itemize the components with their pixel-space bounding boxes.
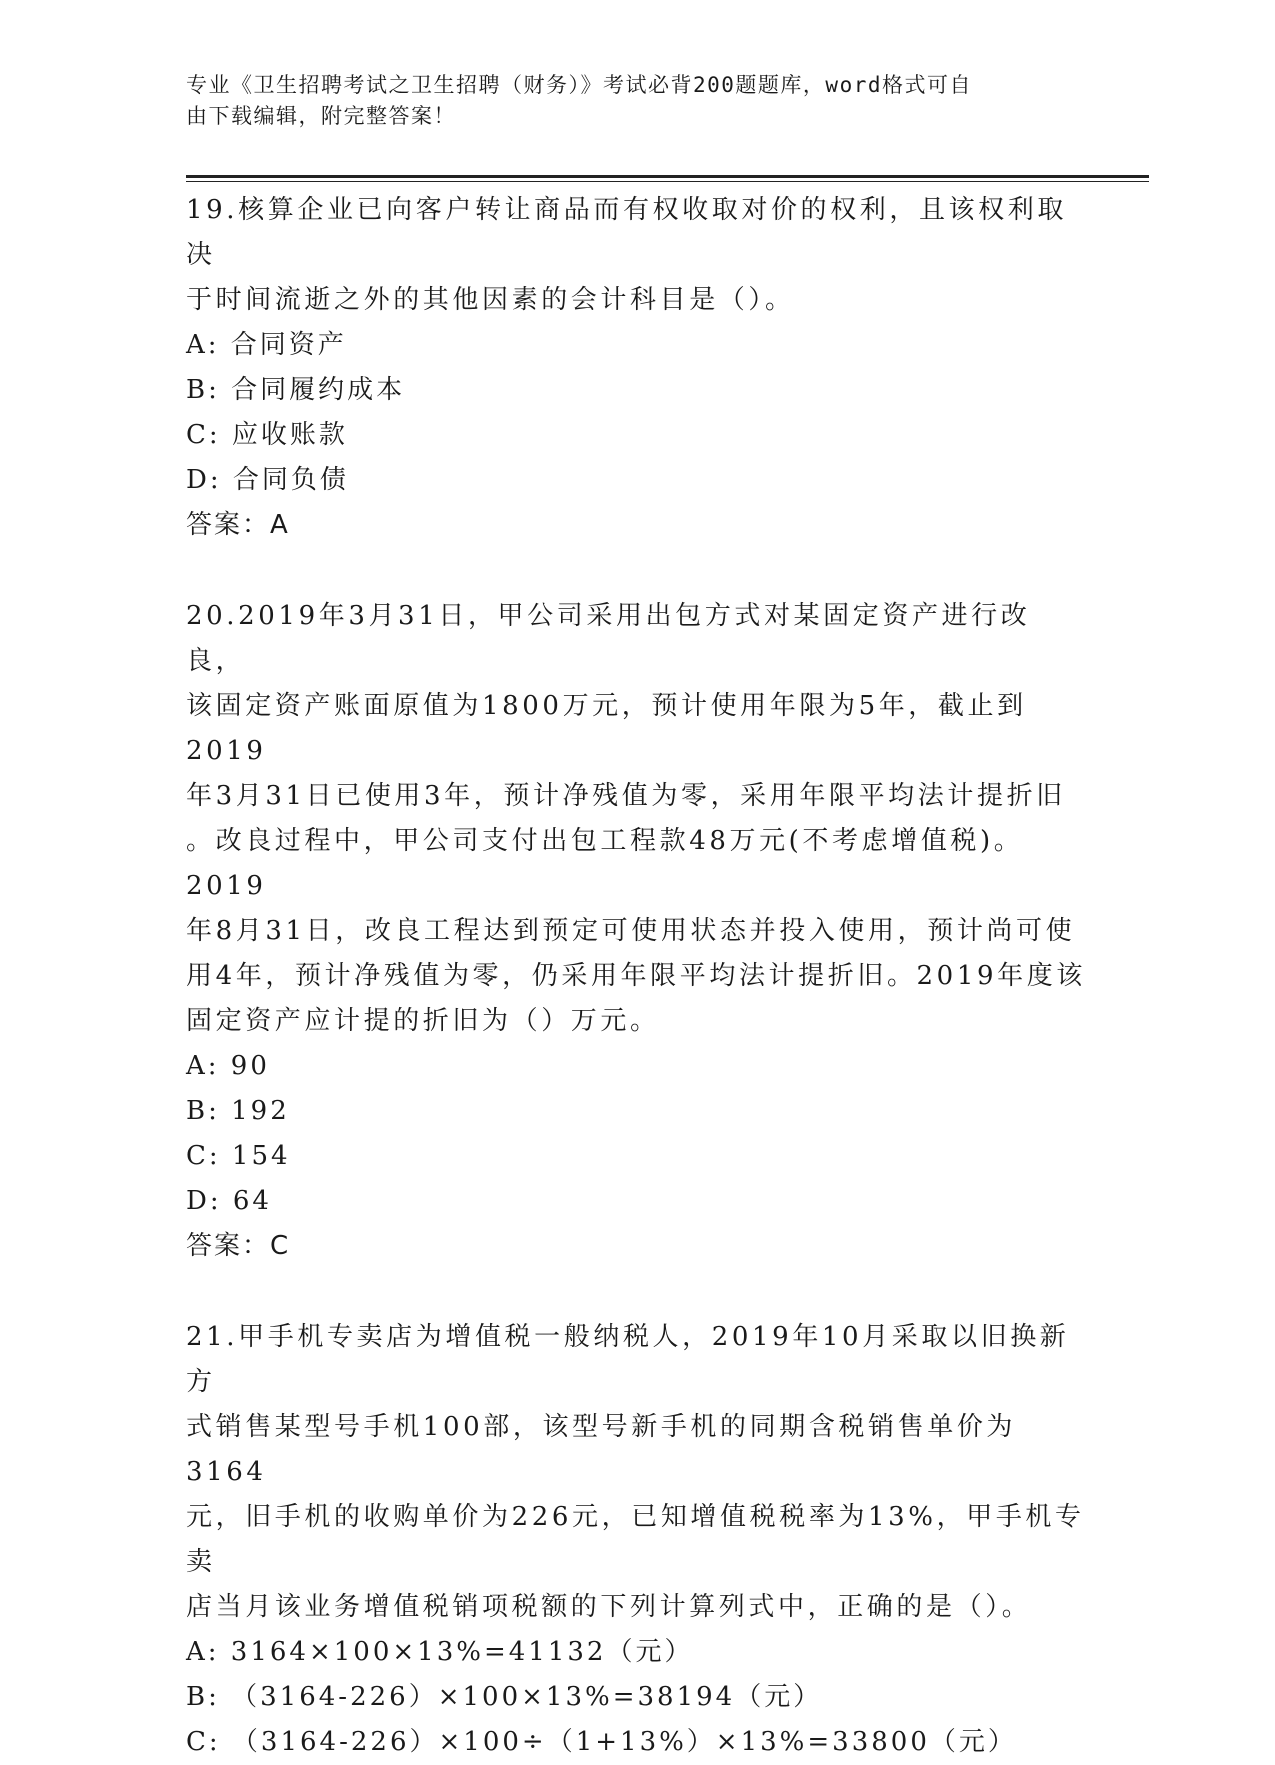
option-b: B: 192 xyxy=(186,1096,290,1126)
option-c: C: 154 xyxy=(186,1141,291,1171)
question-19 xyxy=(186,188,1086,548)
question-text-line: 21.甲手机专卖店为增值税一般纳税人，2019年10月采取以旧换新方 xyxy=(186,1322,1070,1397)
option-b: B: （3164-226）×100×13%=38194（元） xyxy=(186,1682,823,1712)
header-line: 专业《卫生招聘考试之卫生招聘（财务）》考试必背200题题库，word格式可自 xyxy=(186,73,972,97)
answer: 答案：A xyxy=(186,510,290,540)
question-text xyxy=(186,188,1086,323)
question-list xyxy=(186,188,1086,1765)
answer: 答案：C xyxy=(186,1231,291,1261)
question-text-line: 。改良过程中，甲公司支付出包工程款48万元(不考虑增值税)。2019 xyxy=(186,826,1024,901)
question-text-line: 19.核算企业已向客户转让商品而有权收取对价的权利，且该权利取决 xyxy=(186,195,1067,270)
question-spacer xyxy=(186,548,1086,594)
document-header xyxy=(186,70,1066,132)
header-line: 由下载编辑，附完整答案！ xyxy=(186,104,456,128)
question-text-line: 固定资产应计提的折旧为（）万元。 xyxy=(186,1006,660,1036)
option-d: D: 64 xyxy=(186,1186,272,1216)
question-text-line: 20.2019年3月31日，甲公司采用出包方式对某固定资产进行改良， xyxy=(186,601,1031,676)
header-divider-thick xyxy=(186,175,1149,178)
question-spacer xyxy=(186,1269,1086,1315)
option-a: A: 90 xyxy=(186,1051,270,1081)
question-text-line: 用4年，预计净残值为零，仍采用年限平均法计提折旧。2019年度该 xyxy=(186,961,1086,991)
question-text-line: 店当月该业务增值税销项税额的下列计算列式中，正确的是（）。 xyxy=(186,1592,1032,1622)
question-text-line: 年8月31日，改良工程达到预定可使用状态并投入使用，预计尚可使 xyxy=(186,916,1076,946)
header-divider-thin xyxy=(186,181,1149,182)
option-a: A: 3164×100×13%=41132（元） xyxy=(186,1637,694,1667)
option-a: A: 合同资产 xyxy=(186,330,347,360)
option-b: B: 合同履约成本 xyxy=(186,375,406,405)
option-c: C: 应收账款 xyxy=(186,420,348,450)
question-text xyxy=(186,594,1086,1044)
option-c: C: （3164-226）×100÷（1+13%）×13%=33800（元） xyxy=(186,1727,1017,1757)
question-text-line: 该固定资产账面原值为1800万元，预计使用年限为5年，截止到2019 xyxy=(186,691,1027,766)
question-text-line: 年3月31日已使用3年，预计净残值为零，采用年限平均法计提折旧 xyxy=(186,781,1066,811)
question-text xyxy=(186,1315,1086,1630)
question-20 xyxy=(186,594,1086,1269)
question-text-line: 于时间流逝之外的其他因素的会计科目是（）。 xyxy=(186,285,795,315)
option-d: D: 合同负债 xyxy=(186,465,349,495)
question-text-line: 式销售某型号手机100部，该型号新手机的同期含税销售单价为3164 xyxy=(186,1412,1017,1487)
question-text-line: 元，旧手机的收购单价为226元，已知增值税税率为13%，甲手机专卖 xyxy=(186,1502,1085,1577)
question-21 xyxy=(186,1315,1086,1765)
